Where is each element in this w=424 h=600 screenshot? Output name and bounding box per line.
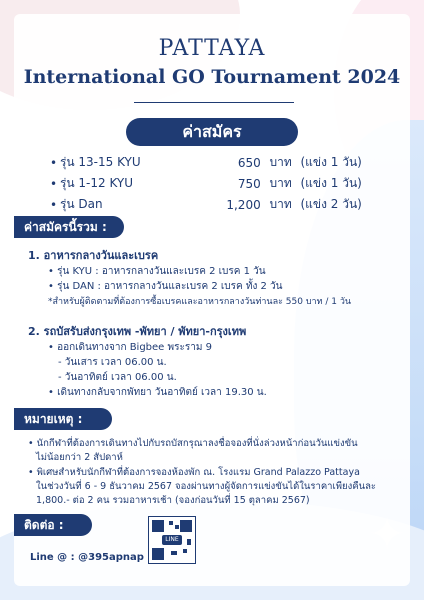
note-2-line3: 1,800.- ต่อ 2 คน รวมอาหารเช้า (จองก่อนวันที่ 15 ตุลาคม 2567)	[36, 495, 310, 506]
meals-dan: • รุ่น DAN : อาหารกลางวันและเบรค 2 เบรค ทั้ง 2 วัน	[48, 281, 283, 292]
fee-duration: (แข่ง 2 วัน)	[300, 197, 362, 211]
fee-unit: บาท	[269, 155, 292, 169]
bullet-icon: •	[50, 176, 58, 191]
qr-finder	[152, 548, 164, 560]
fee-duration: (แข่ง 1 วัน)	[300, 155, 362, 169]
fee-list	[50, 152, 380, 215]
bus-saturday: - วันเสาร เวลา 06.00 น.	[58, 357, 167, 368]
fee-row	[50, 173, 380, 194]
fee-level: รุ่น 13-15 KYU	[59, 155, 141, 169]
fee-price: 650	[237, 155, 261, 170]
fee-unit: บาท	[269, 197, 292, 211]
fee-heading: ค่าสมัคร	[126, 118, 298, 146]
qr-finder	[180, 520, 192, 532]
meals-heading: 1. อาหารกลางวันและเบรค	[28, 249, 159, 262]
bus-depart: • ออกเดินทางจาก Bigbee พระราม 9	[48, 342, 212, 353]
bus-heading: 2. รถบัสรับส่งกรุงเทพ -พัทยา / พัทยา-กรุงเทพ	[28, 325, 247, 338]
title-line2: International GO Tournament 2024	[23, 66, 401, 88]
title-line1: PATTAYA	[158, 36, 266, 61]
note-1-line2: ไม่น้อยกว่า 2 สัปดาห์	[36, 452, 123, 463]
line-id[interactable]: Line @ : @395apnap	[30, 552, 144, 563]
note-1-line1: • นักกีฬาที่ต้องการเดินทางไปกับรถบัสกรุณาลงชื่อจองที่นั่งล่วงหน้าก่อนวันแข่งขัน	[28, 438, 358, 449]
qr-line-label: LINE	[162, 535, 182, 545]
title-divider	[134, 102, 294, 103]
meals-note: *สำหรับผู้ติดตามที่ต้องการซื้อเบรคและอาหารกลางวันท่านละ 550 บาท / 1 วัน	[48, 297, 352, 307]
fee-row	[50, 194, 380, 215]
qr-finder	[152, 520, 164, 532]
bus-return: • เดินทางกลับจากพัทยา วันอาทิตย์ เวลา 19.30 น.	[48, 387, 267, 398]
sparkle-icon: ✦	[368, 509, 406, 560]
fee-level: รุ่น Dan	[59, 197, 103, 211]
fee-price: 1,200	[226, 197, 261, 212]
qr-module	[169, 521, 173, 525]
bullet-icon: •	[50, 155, 58, 170]
contact-heading: ติดต่อ :	[14, 514, 92, 536]
fee-price: 750	[237, 176, 261, 191]
fee-unit: บาท	[269, 176, 292, 190]
bullet-icon: •	[50, 197, 58, 212]
note-2-line2: ในช่วงวันที่ 6 - 9 ธันวาคม 2567 จองผ่านทางผู้จัดการแข่งขันได้ในราคาเพียงคืนละ	[36, 481, 377, 492]
notes-heading: หมายเหตุ :	[14, 408, 112, 430]
qr-module	[171, 551, 177, 555]
fee-row	[50, 152, 380, 173]
line-qr-code[interactable]	[148, 516, 196, 564]
qr-module	[175, 525, 179, 529]
qr-module	[187, 539, 191, 545]
bus-sunday: - วันอาทิตย์ เวลา 06.00 น.	[58, 372, 177, 383]
meals-kyu: • รุ่น KYU : อาหารกลางวันและเบรค 2 เบรค 1 วัน	[48, 266, 266, 277]
included-heading: ค่าสมัครนี้รวม :	[14, 216, 124, 238]
qr-module	[183, 549, 187, 553]
fee-level: รุ่น 1-12 KYU	[59, 176, 134, 190]
note-2-line1: • พิเศษสำหรับนักกีฬาที่ต้องการจองห้องพัก ณ. โรงแรม Grand Palazzo Pattaya	[28, 467, 360, 478]
fee-duration: (แข่ง 1 วัน)	[300, 176, 362, 190]
